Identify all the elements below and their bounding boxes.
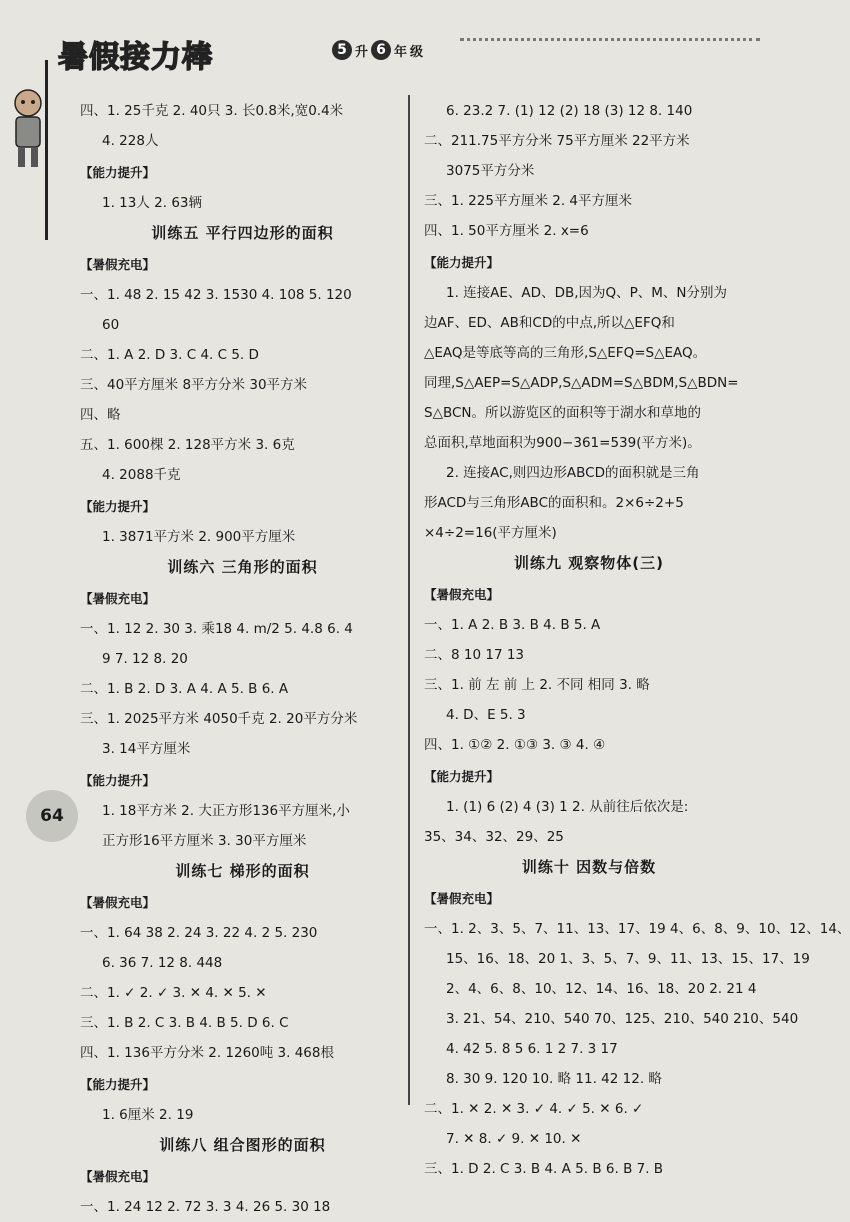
answer-line: 3. 14平方厘米 xyxy=(102,741,191,757)
section-title: 训练七 梯形的面积 xyxy=(175,862,310,880)
section-heading: 【能力提升】 xyxy=(424,255,500,270)
answer-line: 四、略 xyxy=(80,407,121,423)
answer-line: 15、16、18、20 1、3、5、7、9、11、13、15、17、19 xyxy=(446,951,810,967)
section-heading: 【能力提升】 xyxy=(80,165,156,180)
answer-line: 四、1. 136平方分米 2. 1260吨 3. 468根 xyxy=(80,1045,334,1061)
section-heading: 【能力提升】 xyxy=(80,773,156,788)
section-title: 训练六 三角形的面积 xyxy=(167,558,318,576)
section-heading: 【能力提升】 xyxy=(80,1077,156,1092)
section-heading: 【能力提升】 xyxy=(424,769,500,784)
section-title: 训练八 组合图形的面积 xyxy=(159,1136,326,1154)
section-heading: 【能力提升】 xyxy=(80,499,156,514)
answer-line: ×4÷2=16(平方厘米) xyxy=(424,525,557,541)
answer-line: 1. 18平方米 2. 大正方形136平方厘米,小 xyxy=(102,803,350,819)
section-heading: 【暑假充电】 xyxy=(424,587,500,602)
answer-line: 三、1. 225平方厘米 2. 4平方厘米 xyxy=(424,193,632,209)
answer-line: 四、1. ①② 2. ①③ 3. ③ 4. ④ xyxy=(424,737,606,753)
answer-line: 形ACD与三角形ABC的面积和。2×6÷2+5 xyxy=(424,495,684,511)
answer-line: 6. 36 7. 12 8. 448 xyxy=(102,955,223,971)
answer-line: 正方形16平方厘米 3. 30平方厘米 xyxy=(102,833,307,849)
answer-line: 1. 6厘米 2. 19 xyxy=(102,1107,194,1123)
answer-line: 9 7. 12 8. 20 xyxy=(102,651,188,667)
grade-level: 级 xyxy=(410,44,424,60)
answer-line: 一、1. 12 2. 30 3. 乘18 4. m/2 5. 4.8 6. 4 xyxy=(80,621,353,637)
column-divider xyxy=(408,95,410,1105)
answer-line: 一、1. 48 2. 15 42 3. 1530 4. 108 5. 120 xyxy=(80,287,352,303)
answer-line: 1. 13人 2. 63辆 xyxy=(102,195,202,211)
answer-line: 四、1. 50平方厘米 2. x=6 xyxy=(424,223,589,239)
answer-line: 2. 连接AC,则四边形ABCD的面积就是三角 xyxy=(446,465,700,481)
answer-line: 4. D、E 5. 3 xyxy=(446,707,526,723)
answer-line: 二、211.75平方分米 75平方厘米 22平方米 xyxy=(424,133,690,149)
answer-line: 2、4、6、8、10、12、14、16、18、20 2. 21 4 xyxy=(446,981,757,997)
answer-line: 4. 42 5. 8 5 6. 1 2 7. 3 17 xyxy=(446,1041,618,1057)
section-title: 训练五 平行四边形的面积 xyxy=(151,224,334,242)
grade-mid: 升 xyxy=(355,44,369,60)
answer-line: 三、1. D 2. C 3. B 4. A 5. B 6. B 7. B xyxy=(424,1161,664,1177)
header-dotted-rule xyxy=(460,38,760,41)
answer-line: 3075平方分米 xyxy=(446,163,535,179)
answer-line: 四、1. 25千克 2. 40只 3. 长0.8米,宽0.4米 xyxy=(80,103,344,119)
section-title: 训练九 观察物体(三) xyxy=(514,554,664,572)
answer-line: 1. (1) 6 (2) 4 (3) 1 2. 从前往后依次是: xyxy=(446,799,689,815)
left-frame-bar xyxy=(45,60,48,240)
answer-line: 五、1. 600棵 2. 128平方米 3. 6克 xyxy=(80,437,295,453)
series-logo: 暑假接力棒 xyxy=(58,40,213,75)
page-header xyxy=(0,0,768,100)
answer-line: 三、1. 前 左 前 上 2. 不同 相同 3. 略 xyxy=(424,677,650,693)
answer-line: 一、1. A 2. B 3. B 4. B 5. A xyxy=(424,617,601,633)
answer-line: 3. 21、54、210、540 70、125、210、540 210、540 xyxy=(446,1011,799,1027)
answer-line: 三、40平方厘米 8平方分米 30平方米 xyxy=(80,377,308,393)
answer-line: 4. 228人 xyxy=(102,133,159,149)
grade-badge xyxy=(332,40,423,60)
answer-line: 1. 连接AE、AD、DB,因为Q、P、M、N分别为 xyxy=(446,285,728,301)
section-title: 训练十 因数与倍数 xyxy=(521,858,657,876)
mascot-illustration xyxy=(8,85,48,175)
answer-line: S△BCN。所以游览区的面积等于湖水和草地的 xyxy=(424,405,701,421)
answer-line: 一、1. 64 38 2. 24 3. 22 4. 2 5. 230 xyxy=(80,925,318,941)
answer-line: 1. 3871平方米 2. 900平方厘米 xyxy=(102,529,296,545)
answer-line: 二、8 10 17 13 xyxy=(424,647,524,663)
answer-line: 4. 2088千克 xyxy=(102,467,181,483)
answer-line: 三、1. 2025平方米 4050千克 2. 20平方分米 xyxy=(80,711,358,727)
answer-line: 三、1. B 2. C 3. B 4. B 5. D 6. C xyxy=(80,1015,289,1031)
grade-to: 6 xyxy=(371,40,391,60)
answer-line: 同理,S△AEP=S△ADP,S△ADM=S△BDM,S△BDN= xyxy=(424,375,739,391)
section-heading: 【暑假充电】 xyxy=(80,1169,156,1184)
answer-line: △EAQ是等底等高的三角形,S△EFQ=S△EAQ。 xyxy=(424,345,707,361)
grade-year: 年 xyxy=(394,44,408,60)
answer-line: 二、1. ✕ 2. ✕ 3. ✓ 4. ✓ 5. ✕ 6. ✓ xyxy=(424,1101,644,1117)
answer-line: 一、1. 2、3、5、7、11、13、17、19 4、6、8、9、10、12、14、 xyxy=(424,921,850,937)
answer-line: 边AF、ED、AB和CD的中点,所以△EFQ和 xyxy=(424,315,675,331)
answer-line: 8. 30 9. 120 10. 略 11. 42 12. 略 xyxy=(446,1071,662,1087)
answer-line: 二、1. B 2. D 3. A 4. A 5. B 6. A xyxy=(80,681,289,697)
answer-line: 35、34、32、29、25 xyxy=(424,829,564,845)
answer-line: 总面积,草地面积为900−361=539(平方米)。 xyxy=(424,435,701,451)
section-heading: 【暑假充电】 xyxy=(80,591,156,606)
answer-line: 60 xyxy=(102,317,120,333)
page-number: 64 xyxy=(26,790,78,842)
answer-line: 6. 23.2 7. (1) 12 (2) 18 (3) 12 8. 140 xyxy=(446,103,693,119)
grade-from: 5 xyxy=(332,40,352,60)
section-heading: 【暑假充电】 xyxy=(424,891,500,906)
right-column xyxy=(424,96,850,1184)
answer-line: 一、1. 24 12 2. 72 3. 3 4. 26 5. 30 18 xyxy=(80,1199,331,1215)
section-heading: 【暑假充电】 xyxy=(80,257,156,272)
answer-line: 7. ✕ 8. ✓ 9. ✕ 10. ✕ xyxy=(446,1131,582,1147)
answer-line: 二、1. ✓ 2. ✓ 3. ✕ 4. ✕ 5. ✕ xyxy=(80,985,267,1001)
section-heading: 【暑假充电】 xyxy=(80,895,156,910)
left-column xyxy=(80,96,405,1222)
answer-line: 二、1. A 2. D 3. C 4. C 5. D xyxy=(80,347,259,363)
